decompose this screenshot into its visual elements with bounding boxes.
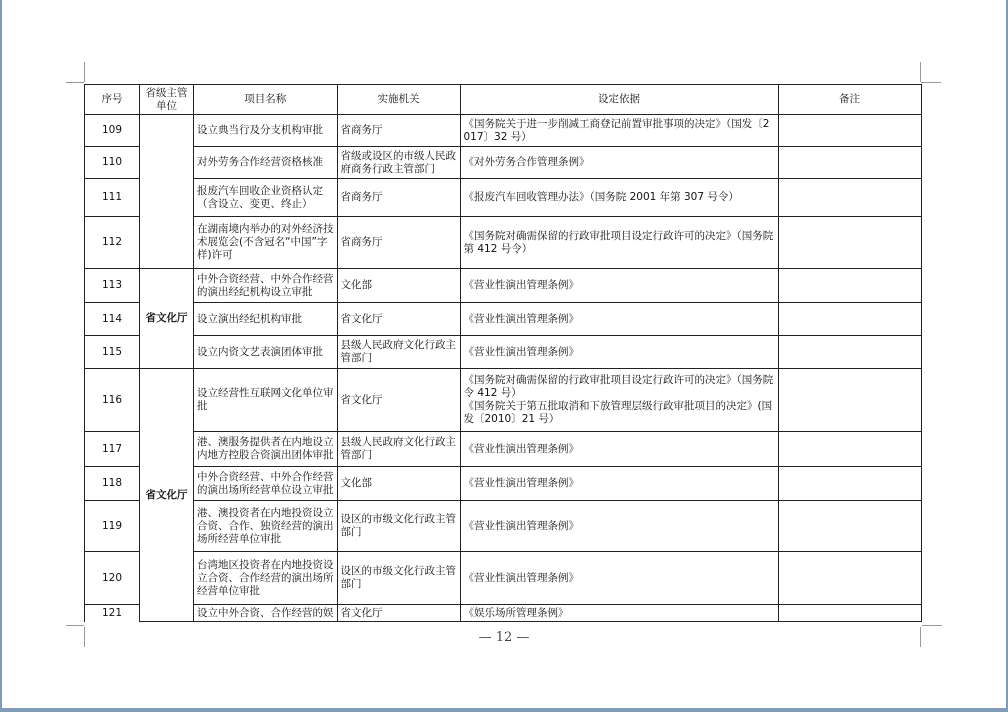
cell-org: 省商务厅 — [337, 115, 460, 147]
cell-no: 117 — [85, 432, 140, 467]
basis-line-2: 《国务院关于第五批取消和下放管理层级行政审批项目的决定》(国发〔2010〕21 号） — [463, 400, 773, 425]
cell-item: 报废汽车回收企业资格认定（含设立、变更、终止） — [194, 179, 338, 217]
crop-mark-bl-h — [66, 625, 84, 626]
cell-no: 111 — [85, 179, 140, 217]
cell-basis: 《营业性演出管理条例》 — [460, 467, 778, 501]
table-row — [85, 605, 922, 622]
window-frame-left — [0, 0, 2, 712]
cell-note — [778, 179, 921, 217]
cell-no: 119 — [85, 501, 140, 552]
cell-no: 112 — [85, 217, 140, 269]
cell-org: 省文化厅 — [337, 303, 460, 336]
cell-item: 中外合资经营、中外合作经营的演出场所经营单位设立审批 — [194, 467, 338, 501]
table-row — [85, 552, 922, 605]
cell-no: 113 — [85, 269, 140, 303]
cell-no: 116 — [85, 369, 140, 432]
crop-mark-tl-v — [84, 62, 85, 82]
table-row — [85, 147, 922, 179]
cell-org: 省文化厅 — [337, 605, 460, 622]
cell-item: 设立典当行及分支机构审批 — [194, 115, 338, 147]
cell-org: 省级或设区的市级人民政府商务行政主管部门 — [337, 147, 460, 179]
table-row — [85, 179, 922, 217]
cell-note — [778, 552, 921, 605]
header-no: 序号 — [85, 85, 140, 115]
table-row — [85, 269, 922, 303]
cell-note — [778, 147, 921, 179]
cell-org: 设区的市级文化行政主管部门 — [337, 501, 460, 552]
cell-org: 设区的市级文化行政主管部门 — [337, 552, 460, 605]
header-org: 实施机关 — [337, 85, 460, 115]
cell-note — [778, 303, 921, 336]
cell-basis: 《营业性演出管理条例》 — [460, 552, 778, 605]
cell-no: 118 — [85, 467, 140, 501]
crop-mark-tr-h — [921, 82, 941, 83]
cell-dept-group-1 — [140, 115, 194, 269]
table-row — [85, 115, 922, 147]
table-row — [85, 501, 922, 552]
cell-item: 在湖南境内举办的对外经济技术展览会(不含冠名“中国”字样)许可 — [194, 217, 338, 269]
cell-basis: 《对外劳务合作管理条例》 — [460, 147, 778, 179]
cell-no: 109 — [85, 115, 140, 147]
cell-item: 设立经营性互联网文化单位审批 — [194, 369, 338, 432]
cell-org: 省文化厅 — [337, 369, 460, 432]
cell-note — [778, 605, 921, 622]
cell-org: 省商务厅 — [337, 217, 460, 269]
table-header-row — [85, 85, 922, 115]
cell-no: 120 — [85, 552, 140, 605]
cell-basis: 《国务院关于进一步削减工商登记前置审批事项的决定》（国发〔2017〕32 号） — [460, 115, 778, 147]
cell-no: 110 — [85, 147, 140, 179]
cell-basis: 《营业性演出管理条例》 — [460, 336, 778, 369]
cell-item: 设立内资文艺表演团体审批 — [194, 336, 338, 369]
cell-basis: 《营业性演出管理条例》 — [460, 501, 778, 552]
cell-item: 中外合资经营、中外合作经营的演出经纪机构设立审批 — [194, 269, 338, 303]
window-frame-bottom — [0, 708, 1008, 712]
cell-basis: 《营业性演出管理条例》 — [460, 269, 778, 303]
cell-note — [778, 336, 921, 369]
approval-items-table — [84, 84, 922, 622]
crop-mark-tl-h — [66, 82, 84, 83]
cell-item: 港、澳服务提供者在内地设立内地方控股合资演出团体审批 — [194, 432, 338, 467]
cell-basis: 《娱乐场所管理条例》 — [460, 605, 778, 622]
cell-org: 文化部 — [337, 269, 460, 303]
table-row — [85, 467, 922, 501]
cell-note — [778, 501, 921, 552]
cell-basis: 《国务院对确需保留的行政审批项目设定行政许可的决定》（国务院第 412 号令） — [460, 217, 778, 269]
header-item: 项目名称 — [194, 85, 338, 115]
cell-org: 省商务厅 — [337, 179, 460, 217]
header-basis: 设定依据 — [460, 85, 778, 115]
cell-org: 文化部 — [337, 467, 460, 501]
cell-note — [778, 432, 921, 467]
table-row — [85, 336, 922, 369]
cell-note — [778, 269, 921, 303]
table-row — [85, 217, 922, 269]
cell-note — [778, 217, 921, 269]
cell-item: 设立演出经纪机构审批 — [194, 303, 338, 336]
cell-basis — [460, 369, 778, 432]
cell-basis: 《营业性演出管理条例》 — [460, 432, 778, 467]
crop-mark-br-h — [922, 625, 942, 626]
table-row — [85, 432, 922, 467]
cell-no: 114 — [85, 303, 140, 336]
cell-org: 县级人民政府文化行政主管部门 — [337, 336, 460, 369]
cell-item: 港、澳投资者在内地投资设立合资、合作、独资经营的演出场所经营单位审批 — [194, 501, 338, 552]
cell-dept-group-3: 省文化厅 — [140, 369, 194, 622]
header-note: 备注 — [778, 85, 921, 115]
cell-basis: 《营业性演出管理条例》 — [460, 303, 778, 336]
cell-no: 121 — [85, 605, 140, 622]
cell-note — [778, 369, 921, 432]
cell-no: 115 — [85, 336, 140, 369]
basis-line-1: 《国务院对确需保留的行政审批项目设定行政许可的决定》（国务院令 412 号） — [463, 374, 774, 399]
cell-org: 县级人民政府文化行政主管部门 — [337, 432, 460, 467]
crop-mark-tr-v — [920, 62, 921, 82]
cell-note — [778, 467, 921, 501]
cell-dept-group-2: 省文化厅 — [140, 269, 194, 369]
cell-item: 台湾地区投资者在内地投资设立合资、合作经营的演出场所经营单位审批 — [194, 552, 338, 605]
cell-item: 对外劳务合作经营资格核准 — [194, 147, 338, 179]
cell-note — [778, 115, 921, 147]
header-dept: 省级主管单位 — [140, 85, 194, 115]
page-number: — 12 — — [478, 630, 530, 645]
table-row — [85, 369, 922, 432]
cell-basis: 《报废汽车回收管理办法》（国务院 2001 年第 307 号令） — [460, 179, 778, 217]
cell-item: 设立中外合资、合作经营的娱 — [194, 605, 338, 622]
table-row — [85, 303, 922, 336]
